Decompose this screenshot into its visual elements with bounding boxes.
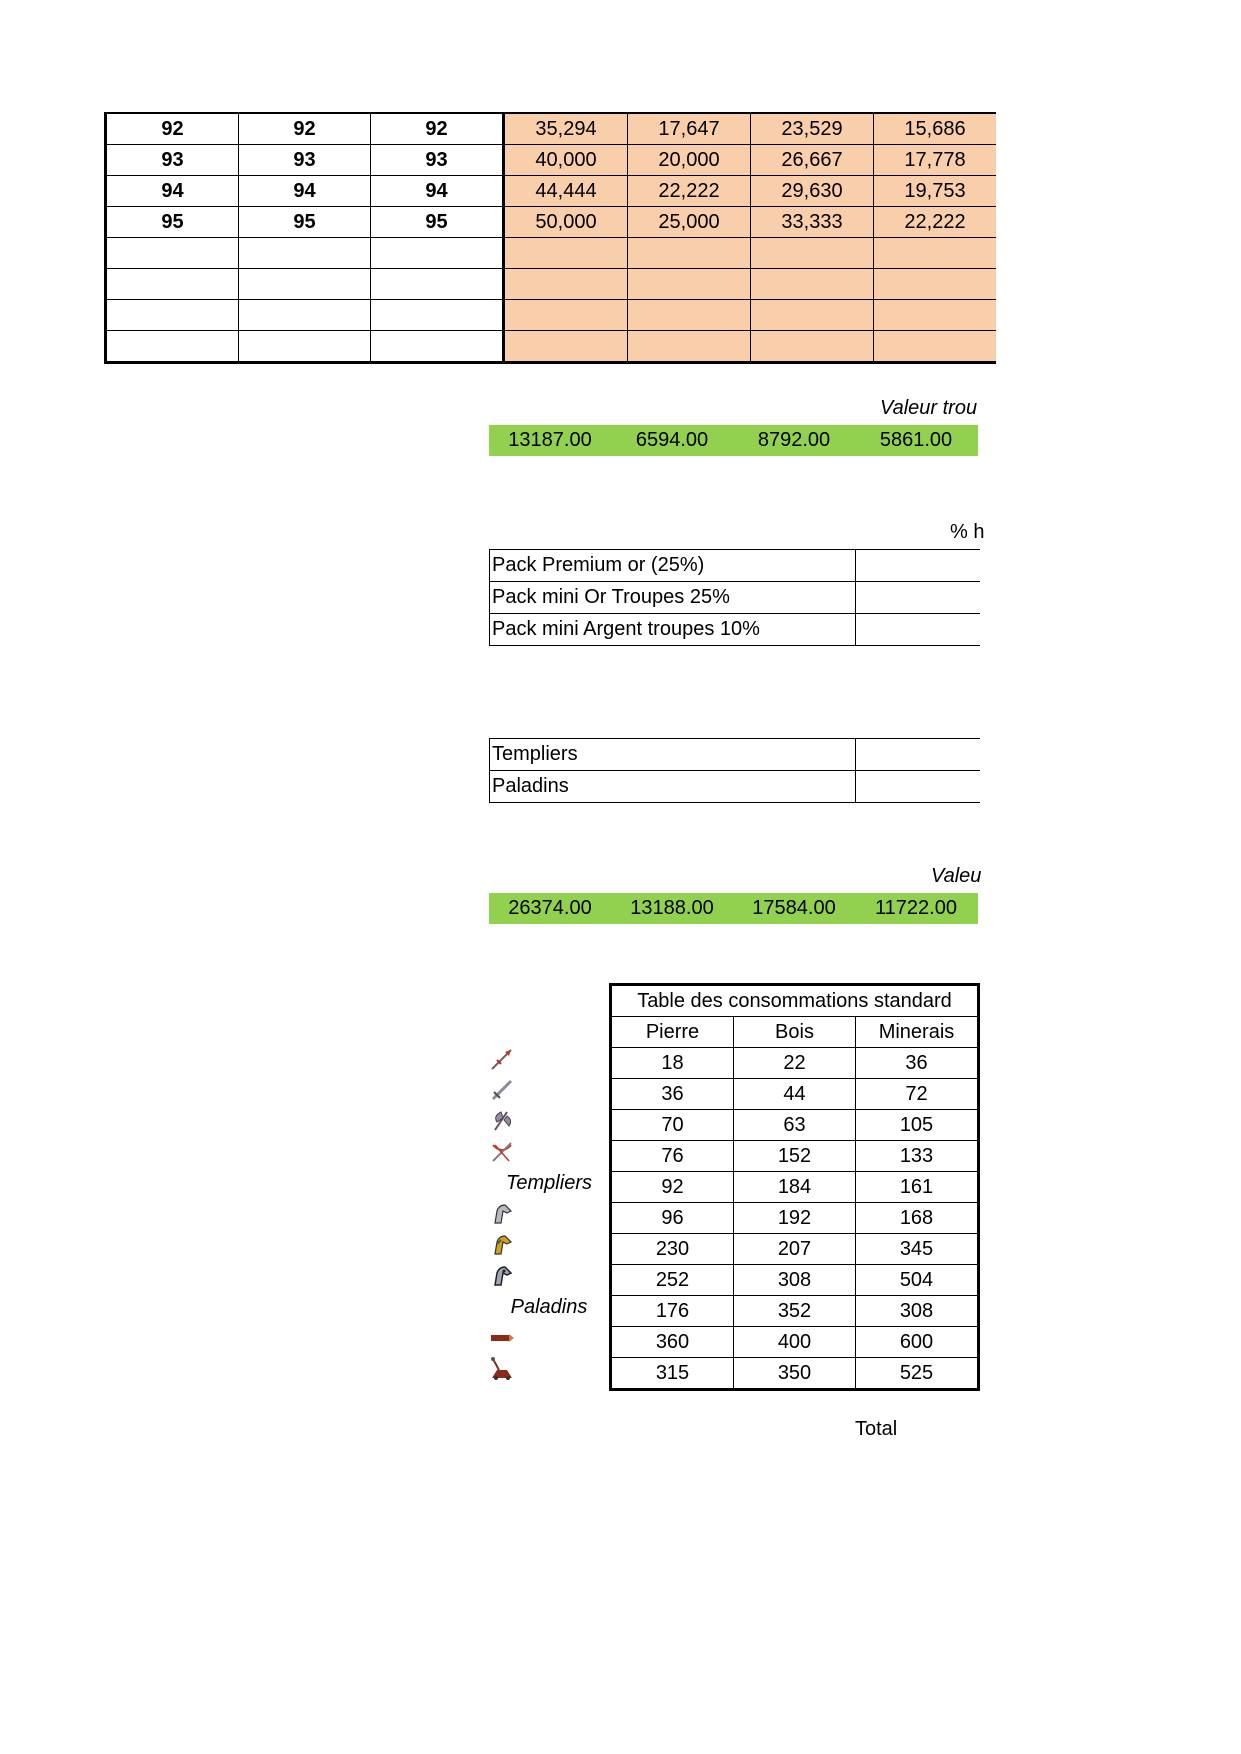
level-cell	[371, 269, 504, 300]
consumption-row-label	[489, 1261, 609, 1292]
consumption-cell: 315	[611, 1358, 734, 1390]
value-cell: 17,778	[874, 145, 997, 176]
level-cell	[239, 269, 371, 300]
consumption-cell: 72	[856, 1079, 979, 1110]
value-cell: 25,000	[628, 207, 751, 238]
consumption-table	[609, 983, 980, 1391]
pack-label: Pack Premium or (25%)	[490, 550, 856, 582]
unit-row	[490, 771, 981, 803]
value-cell	[628, 300, 751, 331]
unit-value	[856, 739, 981, 771]
value-cell	[504, 269, 628, 300]
pack-label: Pack mini Argent troupes 10%	[490, 614, 856, 646]
consumption-cell: 22	[734, 1048, 856, 1079]
consumption-cell: 308	[856, 1296, 979, 1327]
level-row	[106, 269, 997, 300]
consumption-row-label	[489, 1354, 609, 1385]
consumption-cell: 63	[734, 1110, 856, 1141]
value-cell: 33,333	[751, 207, 874, 238]
consumption-cell: 230	[611, 1234, 734, 1265]
consumption-cell: 152	[734, 1141, 856, 1172]
value-cell	[874, 238, 997, 269]
consumption-row	[611, 1110, 979, 1141]
row-unit-label: Paladins	[510, 1296, 588, 1318]
consumption-row-label	[489, 1292, 609, 1323]
pack-value	[856, 614, 981, 646]
pack-row	[490, 614, 981, 646]
pack-row	[490, 582, 981, 614]
consumption-cell: 70	[611, 1110, 734, 1141]
value-cell	[751, 238, 874, 269]
consumption-row-label	[489, 1044, 609, 1075]
level-cell: 93	[239, 145, 371, 176]
value-cell: 26,667	[751, 145, 874, 176]
valeur-cell: 17584.00	[752, 897, 836, 919]
valeur-cell: 13188.00	[630, 897, 714, 919]
pack-label: Pack mini Or Troupes 25%	[490, 582, 856, 614]
header-pierre: Pierre	[611, 1017, 734, 1048]
consumption-cell: 184	[734, 1172, 856, 1203]
consumption-row-label	[489, 1106, 609, 1137]
value-cell	[751, 269, 874, 300]
pack-value	[856, 582, 981, 614]
valeur-troupes-bar	[489, 425, 978, 456]
level-row	[106, 176, 997, 207]
value-cell	[504, 238, 628, 269]
level-row	[106, 207, 997, 238]
consumption-row-label	[489, 1230, 609, 1261]
level-cell	[239, 300, 371, 331]
level-row	[106, 300, 997, 331]
value-cell: 40,000	[504, 145, 628, 176]
value-cell: 35,294	[504, 113, 628, 145]
valeur-cell: 6594.00	[635, 429, 709, 451]
value-cell	[874, 331, 997, 363]
level-row	[106, 331, 997, 363]
consumption-row-label	[489, 1323, 609, 1354]
valeur-cell: 8792.00	[757, 429, 831, 451]
level-cell	[106, 300, 239, 331]
level-cell: 93	[106, 145, 239, 176]
level-cell	[371, 300, 504, 331]
consumption-cell: 168	[856, 1203, 979, 1234]
value-cell: 50,000	[504, 207, 628, 238]
pack-table	[489, 549, 980, 646]
consumption-cell: 350	[734, 1358, 856, 1390]
consumption-cell: 36	[856, 1048, 979, 1079]
level-cell: 94	[106, 176, 239, 207]
consumption-row	[611, 1296, 979, 1327]
valeur-cell: 11722.00	[875, 897, 957, 919]
consumption-row	[611, 1203, 979, 1234]
value-cell: 20,000	[628, 145, 751, 176]
consumption-title-row	[611, 985, 979, 1017]
valeur-cell: 13187.00	[508, 429, 592, 451]
value-cell: 15,686	[874, 113, 997, 145]
unit-row	[490, 739, 981, 771]
value-cell: 29,630	[751, 176, 874, 207]
valeur-caption-2: Valeu	[931, 865, 982, 887]
value-cell: 17,647	[628, 113, 751, 145]
consumption-row	[611, 1141, 979, 1172]
header-bois: Bois	[734, 1017, 856, 1048]
value-cell: 22,222	[874, 207, 997, 238]
consumption-cell: 360	[611, 1327, 734, 1358]
consumption-cell: 176	[611, 1296, 734, 1327]
total-label: Total	[855, 1418, 898, 1440]
consumption-row	[611, 1234, 979, 1265]
valeur-troupes-caption: Valeur trou	[880, 397, 978, 419]
value-cell	[628, 331, 751, 363]
level-cell: 94	[239, 176, 371, 207]
unit-label: Templiers	[490, 739, 856, 771]
level-cell	[239, 331, 371, 363]
consumption-header-row	[611, 1017, 979, 1048]
header-minerais: Minerais	[856, 1017, 979, 1048]
consumption-cell: 36	[611, 1079, 734, 1110]
level-cell: 92	[106, 113, 239, 145]
value-cell: 23,529	[751, 113, 874, 145]
value-cell	[874, 269, 997, 300]
consumption-cell: 76	[611, 1141, 734, 1172]
consumption-row	[611, 1172, 979, 1203]
value-cell	[504, 331, 628, 363]
consumption-row	[611, 1265, 979, 1296]
consumption-cell: 161	[856, 1172, 979, 1203]
consumption-cell: 252	[611, 1265, 734, 1296]
level-cell: 93	[371, 145, 504, 176]
unit-value	[856, 771, 981, 803]
consumption-cell: 504	[856, 1265, 979, 1296]
value-cell	[874, 300, 997, 331]
valeur-cell: 26374.00	[508, 897, 592, 919]
consumption-cell: 18	[611, 1048, 734, 1079]
level-cell	[106, 331, 239, 363]
value-cell: 19,753	[874, 176, 997, 207]
consumption-cell: 44	[734, 1079, 856, 1110]
consumption-row	[611, 1079, 979, 1110]
consumption-cell: 96	[611, 1203, 734, 1234]
consumption-cell: 525	[856, 1358, 979, 1390]
level-cell: 95	[106, 207, 239, 238]
level-cell: 95	[239, 207, 371, 238]
level-cell: 92	[371, 113, 504, 145]
pack-row	[490, 550, 981, 582]
value-cell	[504, 300, 628, 331]
valeur-cell: 5861.00	[879, 429, 953, 451]
level-row	[106, 238, 997, 269]
level-row	[106, 145, 997, 176]
level-table	[104, 112, 996, 364]
level-cell: 95	[371, 207, 504, 238]
consumption-cell: 92	[611, 1172, 734, 1203]
level-cell	[106, 238, 239, 269]
consumption-cell: 400	[734, 1327, 856, 1358]
level-cell	[239, 238, 371, 269]
value-cell: 22,222	[628, 176, 751, 207]
consumption-row	[611, 1048, 979, 1079]
consumption-cell: 308	[734, 1265, 856, 1296]
consumption-cell: 207	[734, 1234, 856, 1265]
consumption-row-label	[489, 1075, 609, 1106]
level-row	[106, 113, 997, 145]
consumption-row-label	[489, 1168, 609, 1199]
consumption-cell: 352	[734, 1296, 856, 1327]
valeur-bar-2	[489, 893, 978, 924]
consumption-cell: 192	[734, 1203, 856, 1234]
consumption-cell: 105	[856, 1110, 979, 1141]
value-cell	[751, 300, 874, 331]
consumption-title: Table des consommations standard	[611, 985, 979, 1017]
level-cell: 92	[239, 113, 371, 145]
consumption-row	[611, 1358, 979, 1390]
value-cell: 44,444	[504, 176, 628, 207]
level-cell	[106, 269, 239, 300]
level-cell	[371, 331, 504, 363]
value-cell	[628, 269, 751, 300]
consumption-row-label	[489, 1199, 609, 1230]
value-cell	[751, 331, 874, 363]
consumption-cell: 133	[856, 1141, 979, 1172]
level-cell	[371, 238, 504, 269]
value-cell	[628, 238, 751, 269]
consumption-cell: 345	[856, 1234, 979, 1265]
pack-value	[856, 550, 981, 582]
consumption-row	[611, 1327, 979, 1358]
percent-header: % h	[950, 521, 985, 543]
consumption-cell: 600	[856, 1327, 979, 1358]
row-unit-label: Templiers	[506, 1172, 592, 1194]
unit-table	[489, 738, 980, 803]
level-cell: 94	[371, 176, 504, 207]
unit-label: Paladins	[490, 771, 856, 803]
consumption-row-label	[489, 1137, 609, 1168]
